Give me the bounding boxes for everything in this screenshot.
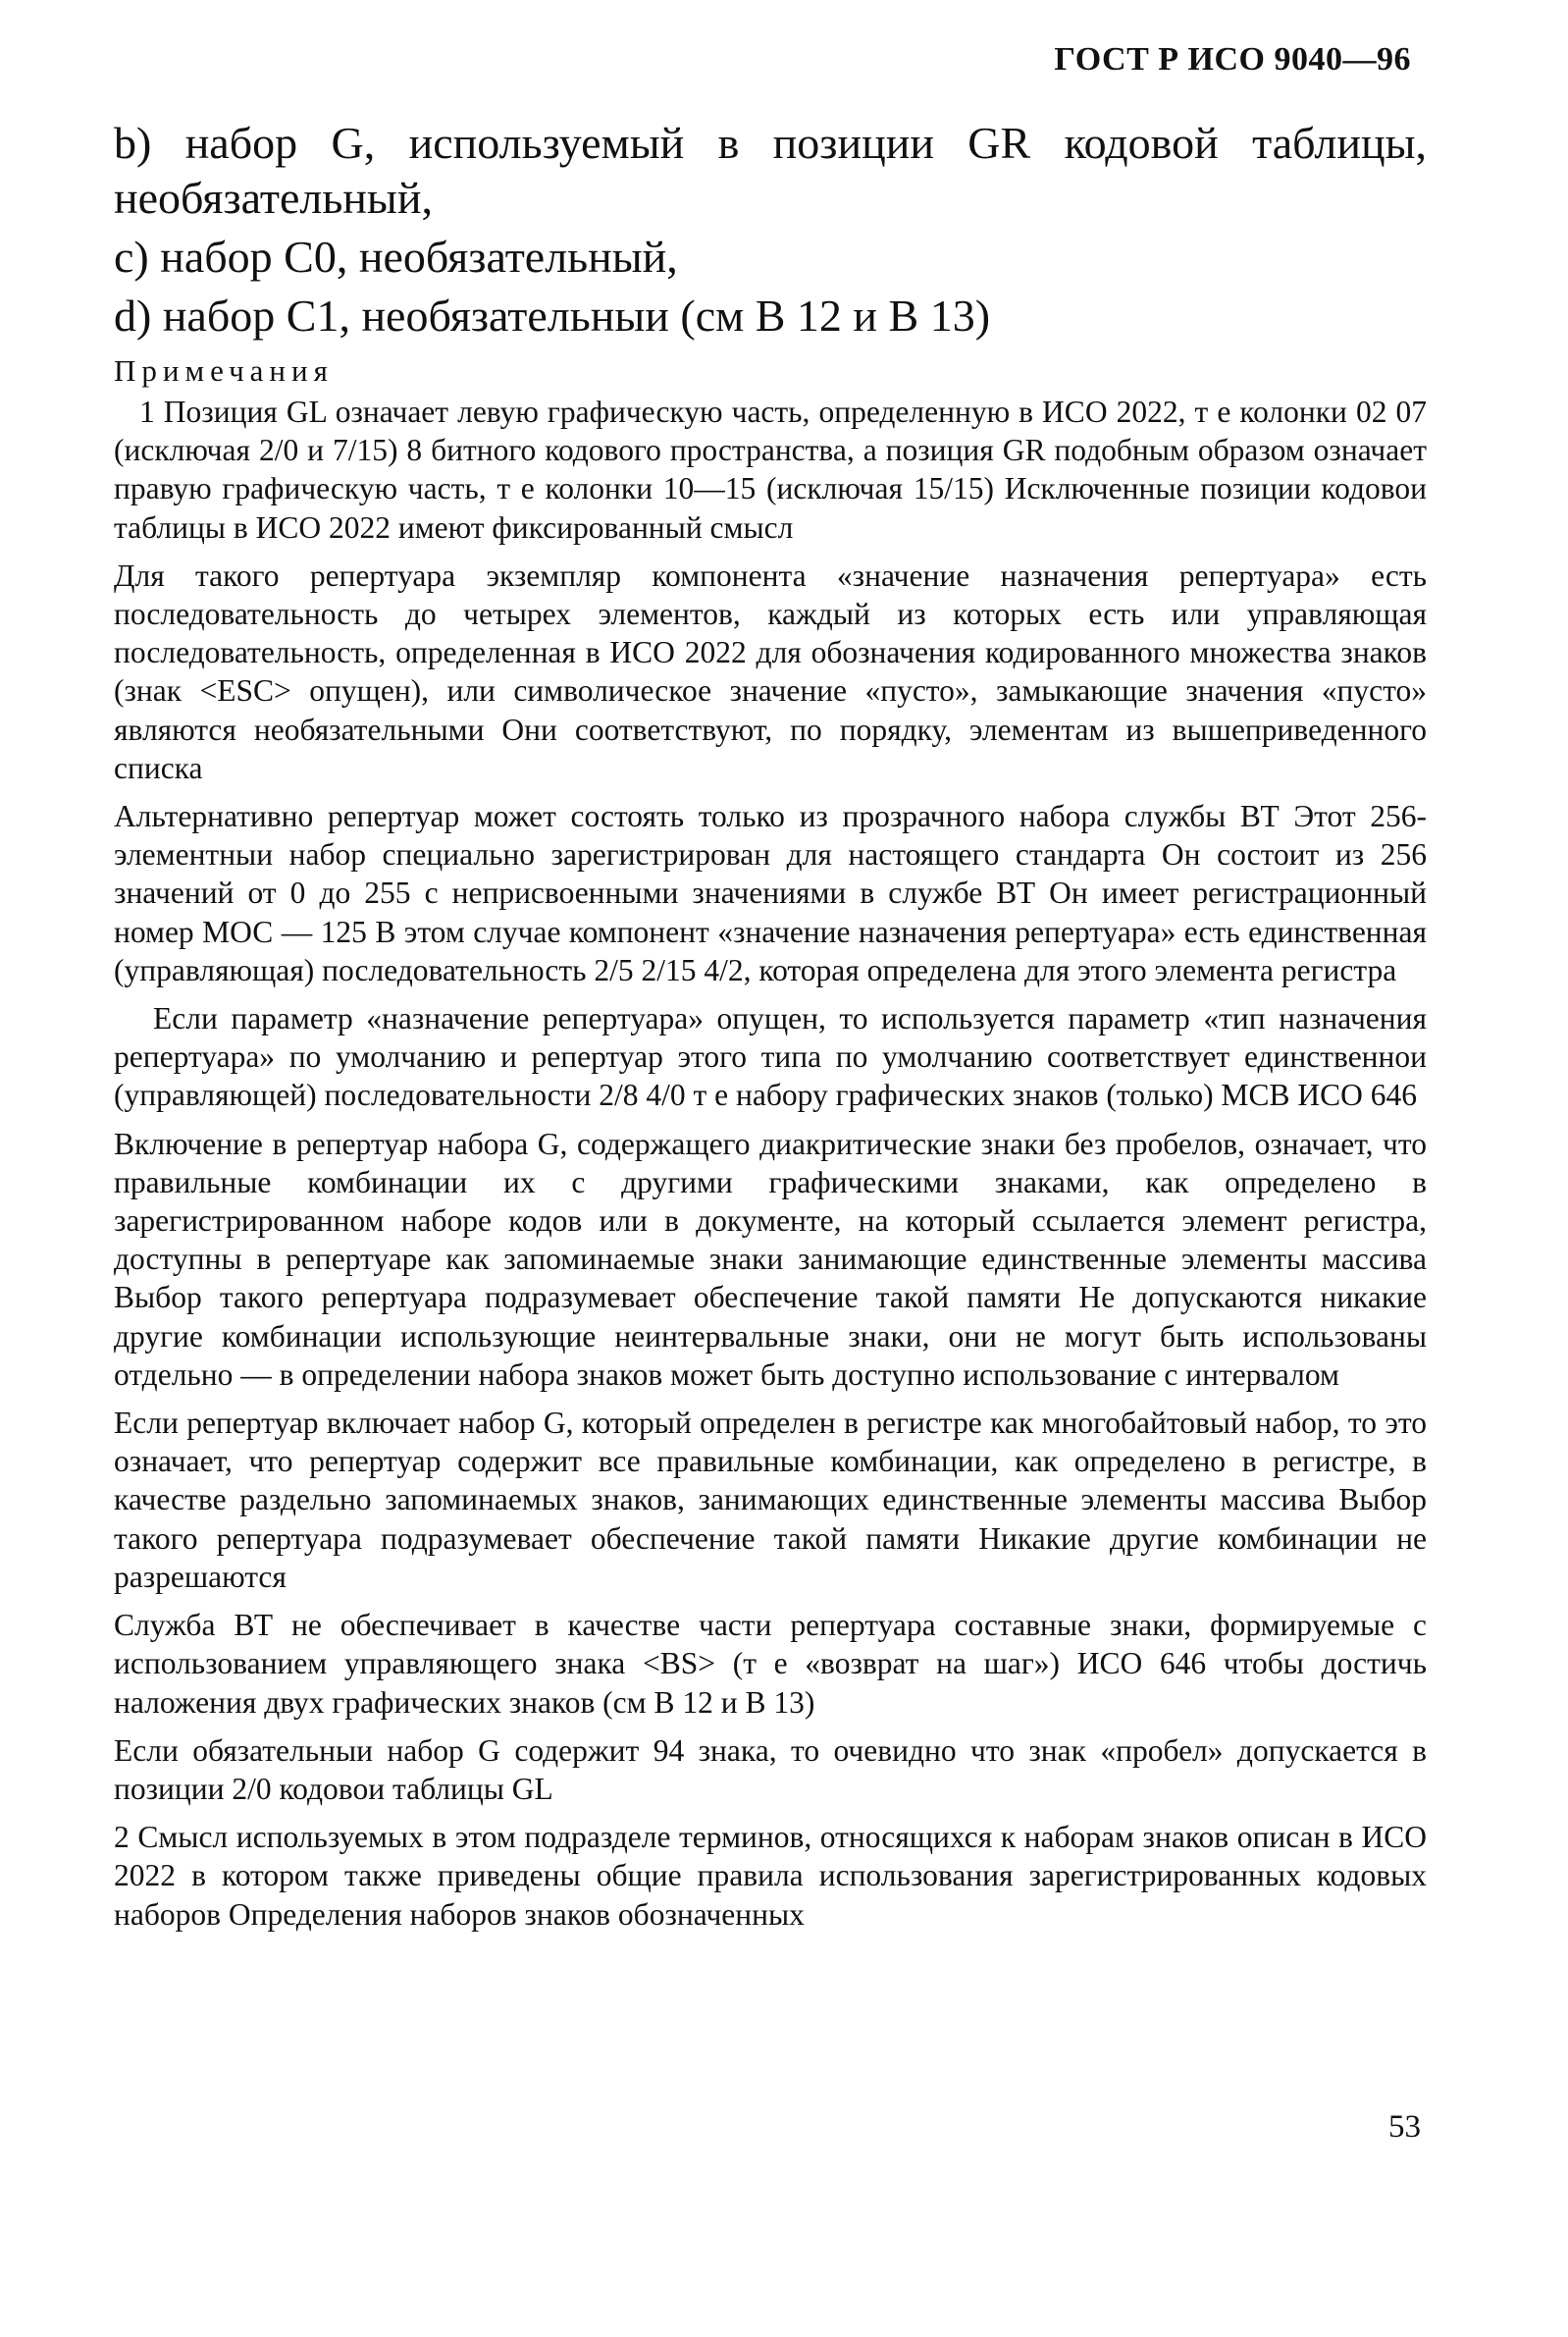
document-body [114,116,1427,1943]
document-header-code: ГОСТ Р ИСО 9040—96 [1054,41,1411,78]
note-paragraph: Если параметр «назначение репертуара» опущен, то используется параметр «тип назначения репертуара» по умолчанию и репертуар этого типа по умолчанию соответствует единственнои (управляющей) последовательности 2/8 4/0 т е набору графических знаков (только) МСВ ИСО 646 [114,1001,1427,1113]
list-item-d: d) набор С1, необязательныи (см В 12 и В 13) [114,291,991,341]
note-paragraph: Альтернативно репертуар может состоять только из прозрачного набора службы ВТ Этот 256-элементныи набор специально зарегистрирован для настоящего стандарта Он состоит из 256 значений от 0 до 255 с неприсвоенными значениями в службе ВТ Он имеет регистрационный номер МОС — 125 В этом случае компонент «значение назначения репертуара» есть единственная (управляющая) последовательность 2/5 2/15 4/2, которая определена для этого элемента регистра [114,799,1427,987]
list-item-b: b) набор G, используемый в позиции GR кодовой таблицы, необязательный, [114,118,1427,223]
list-item-c: c) набор С0, необязательный, [114,232,678,282]
note-paragraph: Если репертуар включает набор G, который определен в регистре как многобайтовый набор, то это означает, что репертуар содержит все правильные комбинации, как определено в регистре, в качестве раздельно запоминаемых знаков, занимающих единственные элементы массива Выбор такого репертуара подразумевает обеспечение такой памяти Никакие другие комбинации не разрешаются [114,1406,1427,1594]
note-paragraph: 2 Смысл используемых в этом подразделе терминов, относящихся к наборам знаков описан в ИСО 2022 в котором также приведены общие правила использования зарегистрированных кодовых наборов Определения наборов знаков обозначенных [114,1820,1427,1932]
notes-heading: Примечания [114,353,334,388]
note-paragraph: 1 Позиция GL означает левую графическую часть, определенную в ИСО 2022, т е колонки 02 07 (исключая 2/0 и 7/15) 8 битного кодового пространства, а позиция GR подобным образом означает правую графическую часть, т е колонки 10—15 (исключая 15/15) Исключенные позиции кодовои таблицы в ИСО 2022 имеют фиксированный смысл [114,395,1427,545]
note-paragraph: Если обязательныи набор G содержит 94 знака, то очевидно что знак «пробел» допускается в позиции 2/0 кодовои таблицы GL [114,1732,1427,1806]
page-number: 53 [1388,2109,1421,2145]
note-paragraph: Для такого репертуара экземпляр компонента «значение назначения репертуара» есть последовательность до четырех элементов, каждый из которых есть или управляющая последовательность, определенная в ИСО 2022 для обозначения кодированного множества знаков (знак <ESC> опущен), или символическое значение «пусто», замыкающие значения «пусто» являются необязательными Они соответствуют, по порядку, элементам из вышеприведенного списка [114,558,1427,785]
note-paragraph: Служба ВТ не обеспечивает в качестве части репертуара составные знаки, формируемые с использованием управляющего знака <BS> (т е «возврат на шаг») ИСО 646 чтобы достичь наложения двух графических знаков (см В 12 и В 13) [114,1608,1427,1720]
note-paragraph: Включение в репертуар набора G, содержащего диакритические знаки без пробелов, означает, что правильные комбинации их с другими графическими знаками, как определено в зарегистрированном наборе кодов или в документе, на который ссылается элемент регистра, доступны в репертуаре как запоминаемые знаки занимающие единственные элементы массива Выбор такого репертуара подразумевает обеспечение такой памяти Не допускаются никакие другие комбинации использующие неинтервальные знаки, они не могут быть использованы отдельно — в определении набора знаков может быть доступно использование с интервалом [114,1126,1427,1392]
